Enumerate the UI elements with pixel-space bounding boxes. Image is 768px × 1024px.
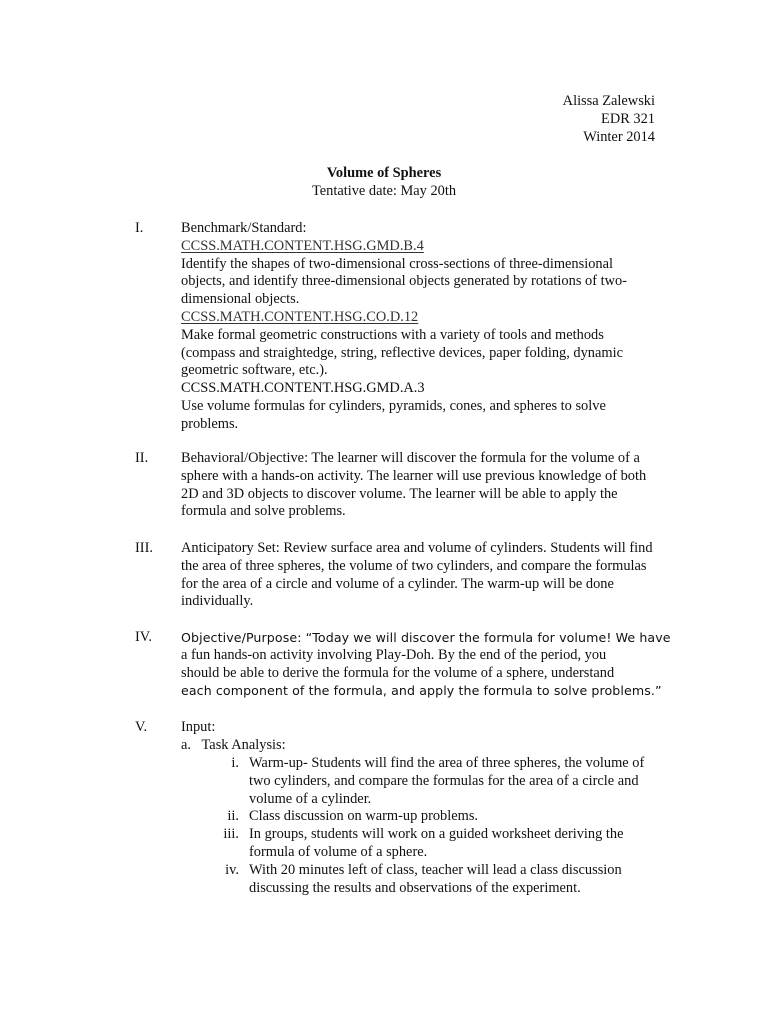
task-item-text: With 20 minutes left of class, teacher will lead a class discussion discussing the results and observations of the experiment.: [249, 862, 622, 896]
task-analysis-heading: a. Task Analysis:: [181, 737, 286, 753]
task-item-number: iv.: [225, 862, 239, 878]
purpose-line: a fun hands-on activity involving Play-Doh. By the end of the period, you: [181, 646, 607, 663]
task-item-text: Warm-up- Students will find the area of three spheres, the volume of two cylinders, and compare the formulas for the area of a circle and volume of a cylinder.: [249, 755, 645, 807]
standard-description-3: Use volume formulas for cylinders, pyramids, cones, and spheres to solve problems.: [181, 397, 606, 432]
title-block: [0, 165, 768, 201]
section-number: I.: [135, 220, 144, 236]
tentative-date: Tentative date: May 20th: [311, 182, 457, 199]
document-title: Volume of Spheres: [326, 165, 442, 181]
section-heading: Benchmark/Standard:: [181, 220, 307, 236]
task-item-number: i.: [231, 755, 239, 771]
course-code: EDR 321: [601, 110, 655, 127]
author-name: Alissa Zalewski: [562, 93, 655, 109]
purpose-line: should be able to derive the formula for the volume of a sphere, understand: [181, 664, 615, 681]
section-text: Behavioral/Objective: The learner will discover the formula for the volume of a sphere with a hands-on activity. The learner will use previous knowledge of both 2D and 3D objects to discover volume. The learner will be able to apply the formula and solve problems.: [181, 450, 647, 520]
purpose-line: Objective/Purpose: “Today we will discover the formula for volume! We have: [181, 630, 671, 645]
section-number: II.: [135, 450, 149, 466]
section-number: III.: [135, 540, 153, 556]
standard-description-2: Make formal geometric constructions with a variety of tools and methods (compass and straightedge, string, reflective devices, paper folding, dynamic geometric software, etc.).: [181, 326, 623, 379]
task-item-number: ii.: [227, 808, 239, 824]
section-heading: Input:: [181, 719, 216, 735]
standard-link-1[interactable]: CCSS.MATH.CONTENT.HSG.GMD.B.4: [181, 237, 424, 254]
task-item-text: In groups, students will work on a guided worksheet deriving the formula of volume of a sphere.: [249, 826, 624, 860]
term: Winter 2014: [583, 128, 655, 145]
standard-code-3: CCSS.MATH.CONTENT.HSG.GMD.A.3: [181, 380, 425, 397]
header-block: [563, 93, 655, 146]
task-item-text: Class discussion on warm-up problems.: [249, 808, 479, 824]
section-number: V.: [135, 719, 148, 735]
task-item-number: iii.: [223, 826, 239, 842]
standard-description-1: Identify the shapes of two-dimensional cross-sections of three-dimensional objects, and identify three-dimensional objects generated by rotations of two-dimensional objects.: [181, 255, 627, 308]
section-number: IV.: [135, 629, 152, 645]
purpose-line: each component of the formula, and apply the formula to solve problems.”: [181, 683, 662, 699]
standard-link-2[interactable]: CCSS.MATH.CONTENT.HSG.CO.D.12: [181, 308, 419, 325]
section-text: Anticipatory Set: Review surface area and volume of cylinders. Students will find the area of three spheres, the volume of two cylinders, and compare the formulas for the area of a circle and volume of a cylinder. The warm-up will be done individually.: [181, 540, 653, 610]
